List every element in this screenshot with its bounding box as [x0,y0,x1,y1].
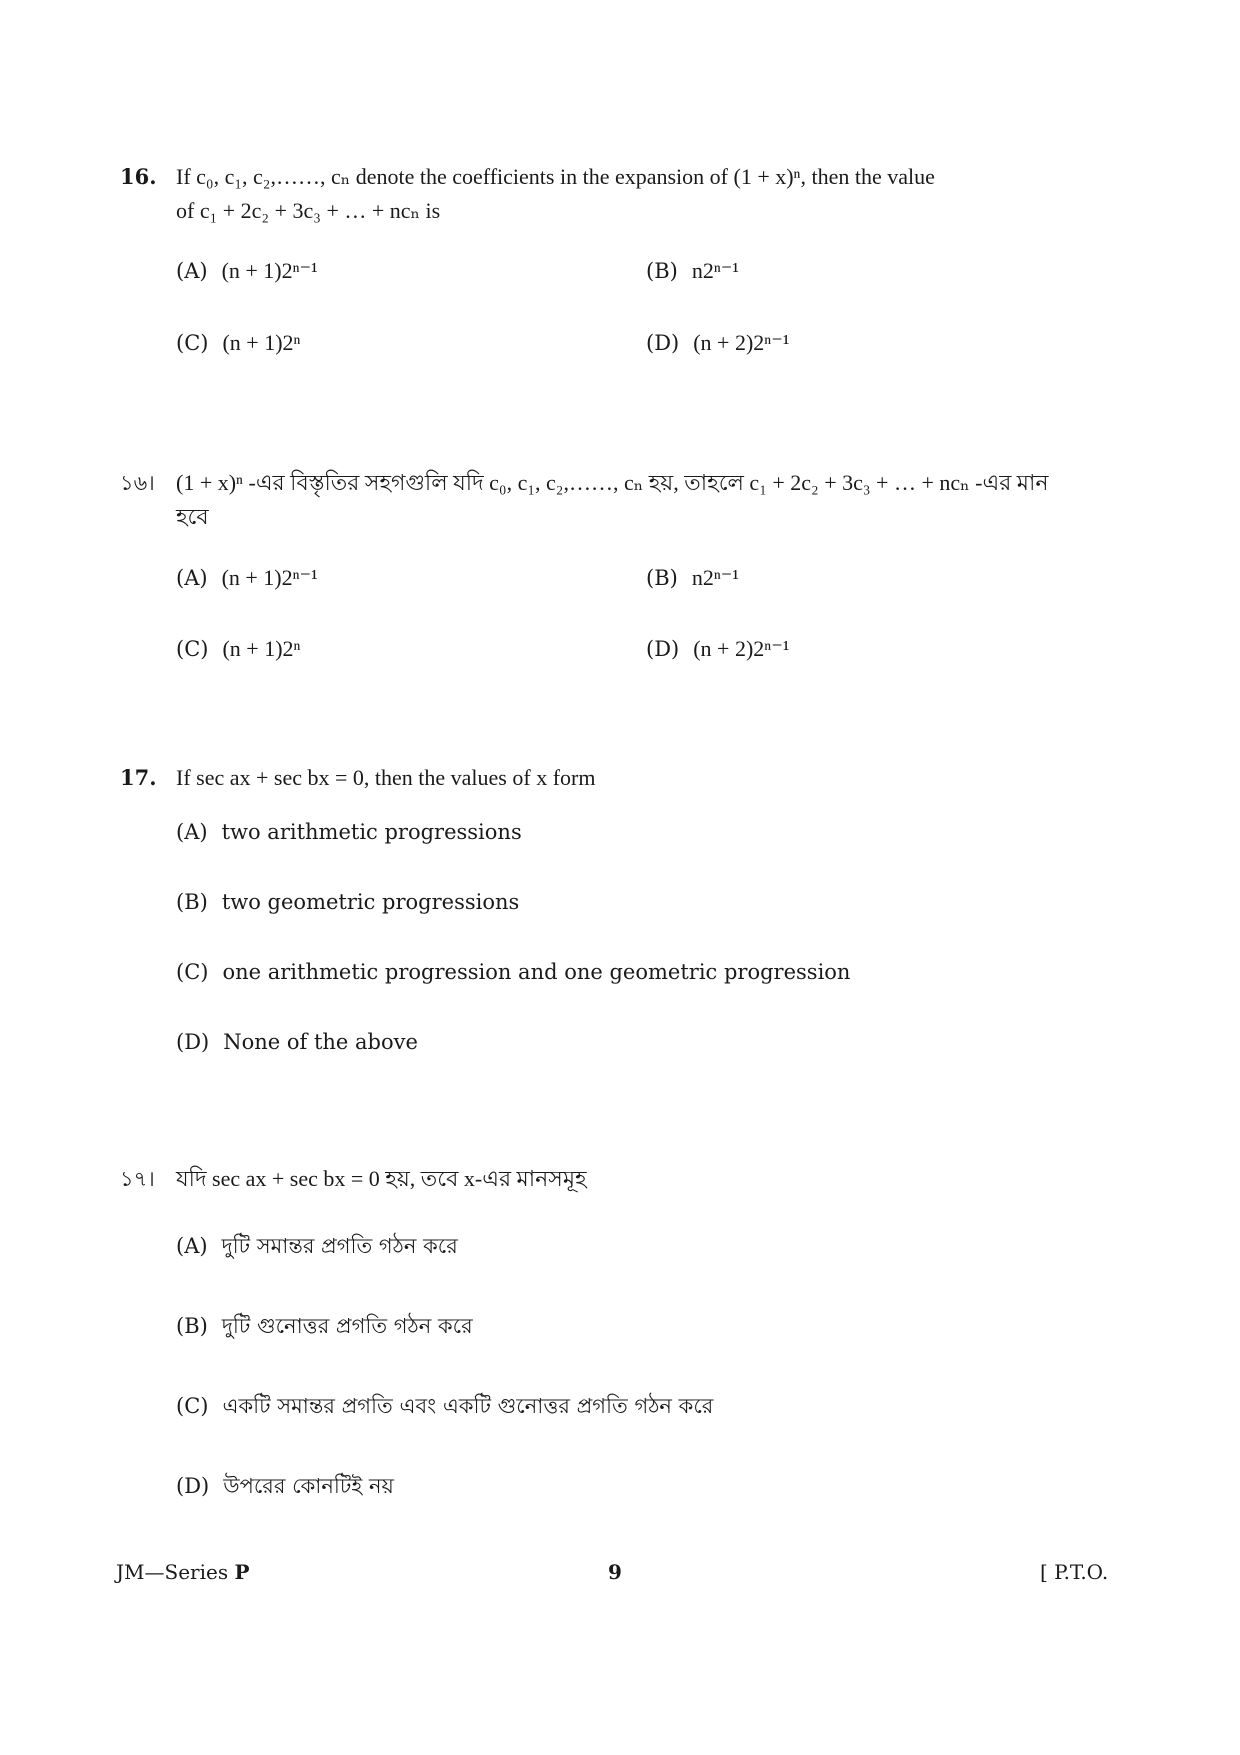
question-16-bengali [120,466,1130,534]
option-text: (n + 2)2ⁿ⁻¹ [693,330,790,355]
option-label: (D) [176,1030,210,1054]
question-number: ১৭। [120,1167,155,1191]
option-a [176,258,318,284]
footer-series [116,1560,250,1584]
option-text: two geometric progressions [221,890,520,914]
option-d [176,1030,418,1054]
question-stem-line2: হবে [176,504,209,529]
option-label: (B) [646,566,678,590]
option-c [176,636,300,662]
option-text: two arithmetic progressions [221,820,522,844]
option-text: দুটি সমান্তর প্রগতি গঠন করে [221,1234,458,1258]
question-16 [120,160,1130,228]
option-text: n2ⁿ⁻¹ [691,258,739,283]
option-label: (D) [646,331,680,355]
option-label: (A) [176,259,208,283]
option-c [176,960,850,984]
option-text: উপরের কোনটিই নয় [223,1474,394,1498]
option-label: (C) [176,331,209,355]
series-letter: P [234,1560,250,1584]
option-d [176,1470,394,1505]
option-text: (n + 1)2ⁿ⁻¹ [221,258,318,283]
question-number: 16. [120,164,157,189]
option-a [176,820,522,844]
option-label: (C) [176,1394,209,1418]
question-stem: If sec ax + sec bx = 0, then the values of x form [176,765,596,790]
page-number: 9 [608,1560,622,1584]
option-label: (A) [176,820,208,844]
option-label: (D) [646,637,680,661]
option-label: (A) [176,1234,208,1258]
option-d [646,636,789,662]
option-label: (D) [176,1474,210,1498]
option-c [176,330,300,356]
option-text: n2ⁿ⁻¹ [691,565,739,590]
option-text: (n + 2)2ⁿ⁻¹ [693,636,790,661]
option-label: (B) [176,1314,208,1338]
question-17-bengali [120,1162,1130,1196]
option-label: (C) [176,960,209,984]
option-text: (n + 1)2ⁿ⁻¹ [221,565,318,590]
option-label: (B) [646,259,678,283]
question-stem: যদি sec ax + sec bx = 0 হয়, তবে x-এর মানসমূহ [176,1166,587,1191]
option-label: (A) [176,566,208,590]
option-text: None of the above [223,1030,418,1054]
option-text: (n + 1)2ⁿ [222,636,301,661]
option-a [176,565,318,591]
option-b [646,565,739,591]
option-text: দুটি গুনোত্তর প্রগতি গঠন করে [221,1314,473,1338]
question-number: 17. [120,765,157,790]
option-b [176,890,519,914]
option-text: একটি সমান্তর প্রগতি এবং একটি গুনোত্তর প্রগতি গঠন করে [222,1394,714,1418]
option-d [646,330,789,356]
option-text: one arithmetic progression and one geometric progression [222,960,851,984]
option-a [176,1230,458,1265]
option-b [646,258,739,284]
series-prefix: JM—Series [116,1560,229,1584]
question-stem-line1: If c₀, c₁, c₂,……, cₙ denote the coefficients in the expansion of (1 + x)ⁿ, then the value [176,164,935,189]
question-stem-line1: (1 + x)ⁿ -এর বিস্তৃতির সহগগুলি যদি c₀, c₁, c₂,……, cₙ হয়, তাহলে c₁ + 2c₂ + 3c₃ + … + ncₙ -এর মান [176,470,1049,495]
option-label: (C) [176,637,209,661]
question-17 [120,761,1130,795]
option-text: (n + 1)2ⁿ [222,330,301,355]
pto-label: [ P.T.O. [1040,1560,1109,1584]
question-number: ১৬। [120,471,155,495]
option-b [176,1310,473,1345]
question-stem-line2: of c₁ + 2c₂ + 3c₃ + … + ncₙ is [176,198,441,223]
option-c [176,1390,713,1425]
option-label: (B) [176,890,208,914]
